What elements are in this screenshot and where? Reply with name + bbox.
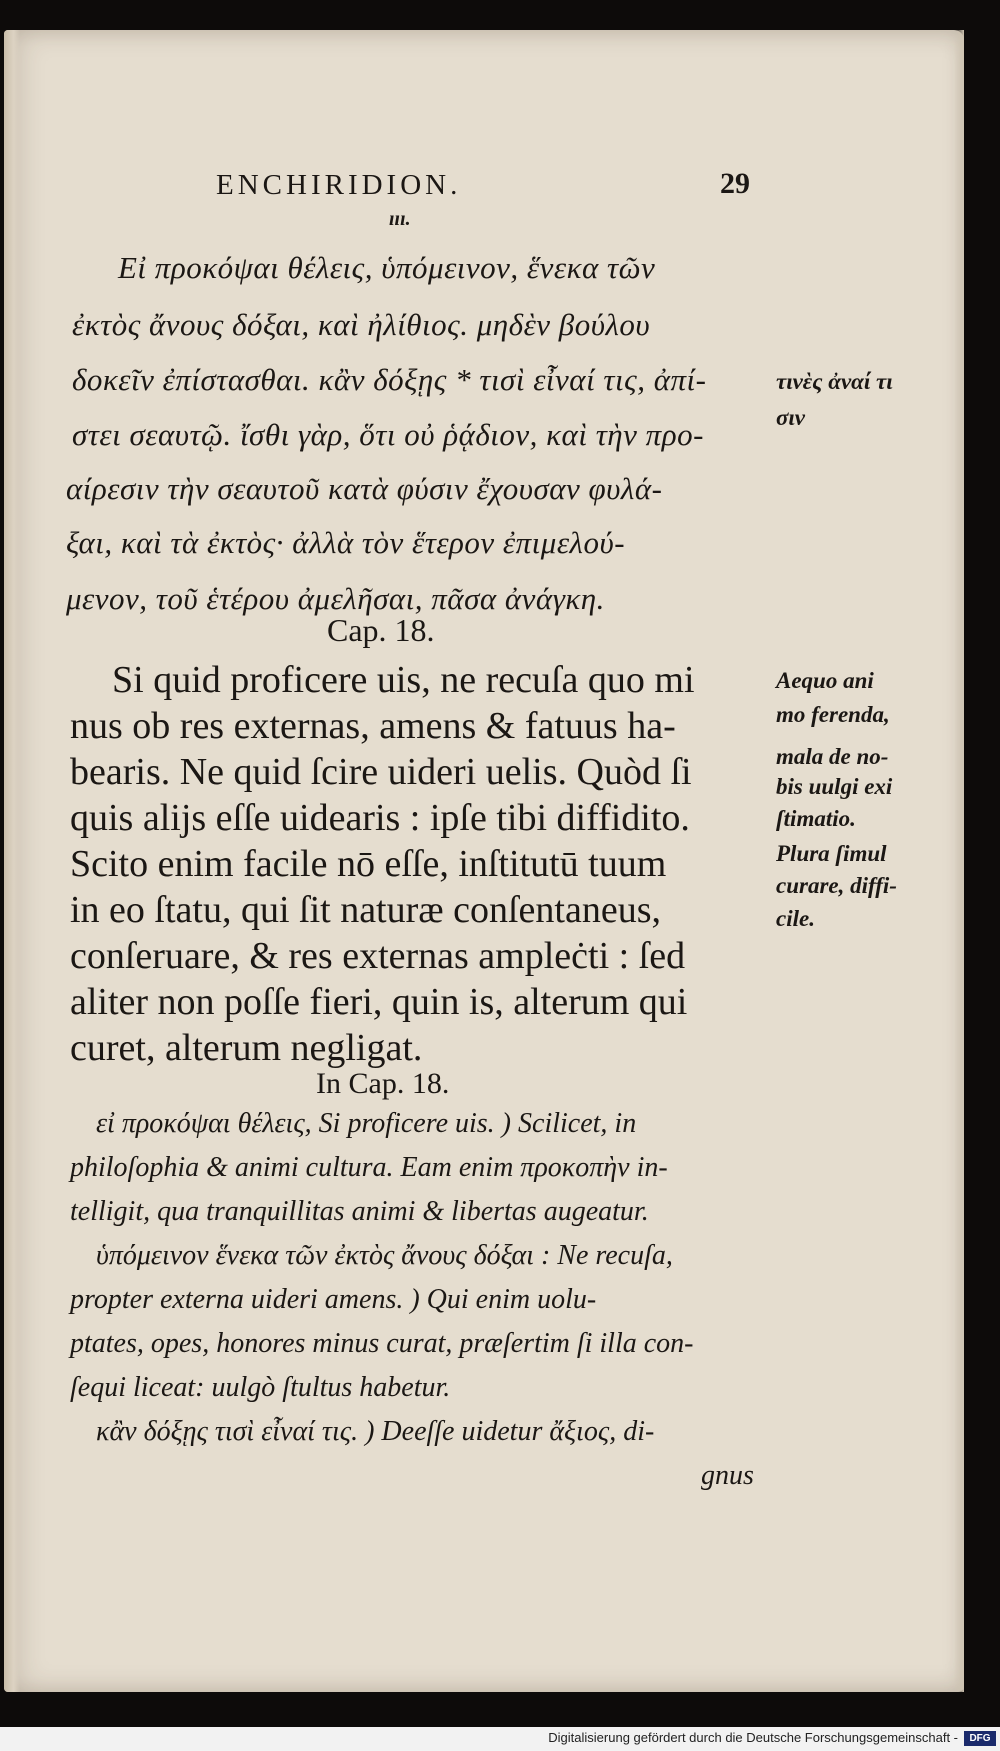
digitization-credit-text: Digitalisierung gefördert durch die Deutsche Forschungsgemeinschaft - <box>548 1730 958 1745</box>
greek-line: αίρεσιν τὴν σεαυτοῦ κατὰ φύσιν ἔχουσαν φυλά- <box>66 471 663 506</box>
latin-line: quis alijs eſſe uidearis : ipſe tibi diffidito. <box>70 797 690 839</box>
commentary-line: ſequi liceat: uulgò ſtultus habetur. <box>70 1372 451 1403</box>
page-left-edge <box>4 30 20 1692</box>
chapter-heading: Cap. 18. <box>327 612 435 648</box>
margin-note-line: cile. <box>776 906 815 931</box>
dfg-logo: DFG <box>964 1731 996 1746</box>
margin-note-line: curare, diffi- <box>776 873 897 898</box>
commentary-line: philoſophia & animi cultura. Eam enim προκοπὴν in- <box>70 1152 668 1183</box>
greek-line: ἐκτὸς ἄνους δόξαι, καὶ ἠλίθιος. μηδὲν βούλου <box>72 307 651 342</box>
latin-line: nus ob res externas, amens & fatuus ha- <box>70 705 676 747</box>
commentary-line: ptates, opes, honores minus curat, præſertim ſi illa con- <box>70 1328 694 1359</box>
greek-line: Εἰ προκόψαι θέλεις, ὑπόμεινον, ἕνεκα τῶν <box>118 250 656 285</box>
greek-line: στει σεαυτῷ. ἴσθι γὰρ, ὅτι οὐ ῥᾴδιον, καὶ τὴν προ- <box>72 417 704 452</box>
latin-line: curet, alterum negligat. <box>70 1027 423 1069</box>
margin-note-line: mo ferenda, <box>776 702 890 727</box>
margin-note-line: Aequo ani <box>776 668 874 693</box>
margin-note-line: Plura ſimul <box>776 841 887 866</box>
catchword: gnus <box>701 1460 754 1491</box>
margin-note-line: mala de no- <box>776 744 889 769</box>
margin-note-line: ſtimatio. <box>776 806 856 831</box>
commentary-line: ὑπόμεινον ἕνεκα τῶν ἐκτὸς ἄνους δόξαι : Ne recuſa, <box>96 1240 673 1271</box>
latin-line: conſeruare, & res externas ampleċti : ſed <box>70 935 686 977</box>
page-number: 29 <box>720 167 750 200</box>
margin-note-line: τινὲς ἀναί τι <box>776 369 893 394</box>
digitization-credit-bar <box>0 1727 1000 1751</box>
commentary-line: κἂν δόξῃς τισὶ εἶναί τις. ) Deeſſe uidetur ἄξιος, di- <box>96 1416 655 1447</box>
latin-line: Scito enim facile nō eſſe, inſtitutū tuum <box>70 843 667 885</box>
running-title: ENCHIRIDION. <box>216 169 462 201</box>
margin-note-line: σιν <box>776 405 805 430</box>
latin-line: aliter non poſſe fieri, quin is, alterum qui <box>70 981 688 1023</box>
greek-line: δοκεῖν ἐπίστασθαι. κἂν δόξῃς * τισὶ εἶναί τις, ἀπί- <box>72 362 707 397</box>
greek-line: μενον, τοῦ ἑτέρου ἀμελῆσαι, πᾶσα ἀνάγκη. <box>66 581 605 616</box>
page-gutter-shadow <box>954 30 964 1692</box>
latin-line: in eo ſtatu, qui ſit naturæ conſentaneus, <box>70 889 661 931</box>
commentary-heading: In Cap. 18. <box>316 1067 450 1100</box>
commentary-line: εἰ προκόψαι θέλεις, Si proficere uis. ) Scilicet, in <box>96 1108 637 1139</box>
commentary-line: telligit, qua tranquillitas animi & libertas augeatur. <box>70 1196 649 1227</box>
commentary-line: propter externa uideri amens. ) Qui enim uolu- <box>70 1284 597 1315</box>
section-marker: ııı. <box>389 208 411 230</box>
margin-note-line: bis uulgi exi <box>776 774 893 799</box>
latin-line: Si quid proficere uis, ne recuſa quo mi <box>112 659 695 701</box>
latin-line: bearis. Ne quid ſcire uideri uelis. Quòd ſi <box>70 751 692 793</box>
greek-line: ξαι, καὶ τὰ ἐκτὸς· ἀλλὰ τὸν ἕτερον ἐπιμελού- <box>66 525 626 560</box>
